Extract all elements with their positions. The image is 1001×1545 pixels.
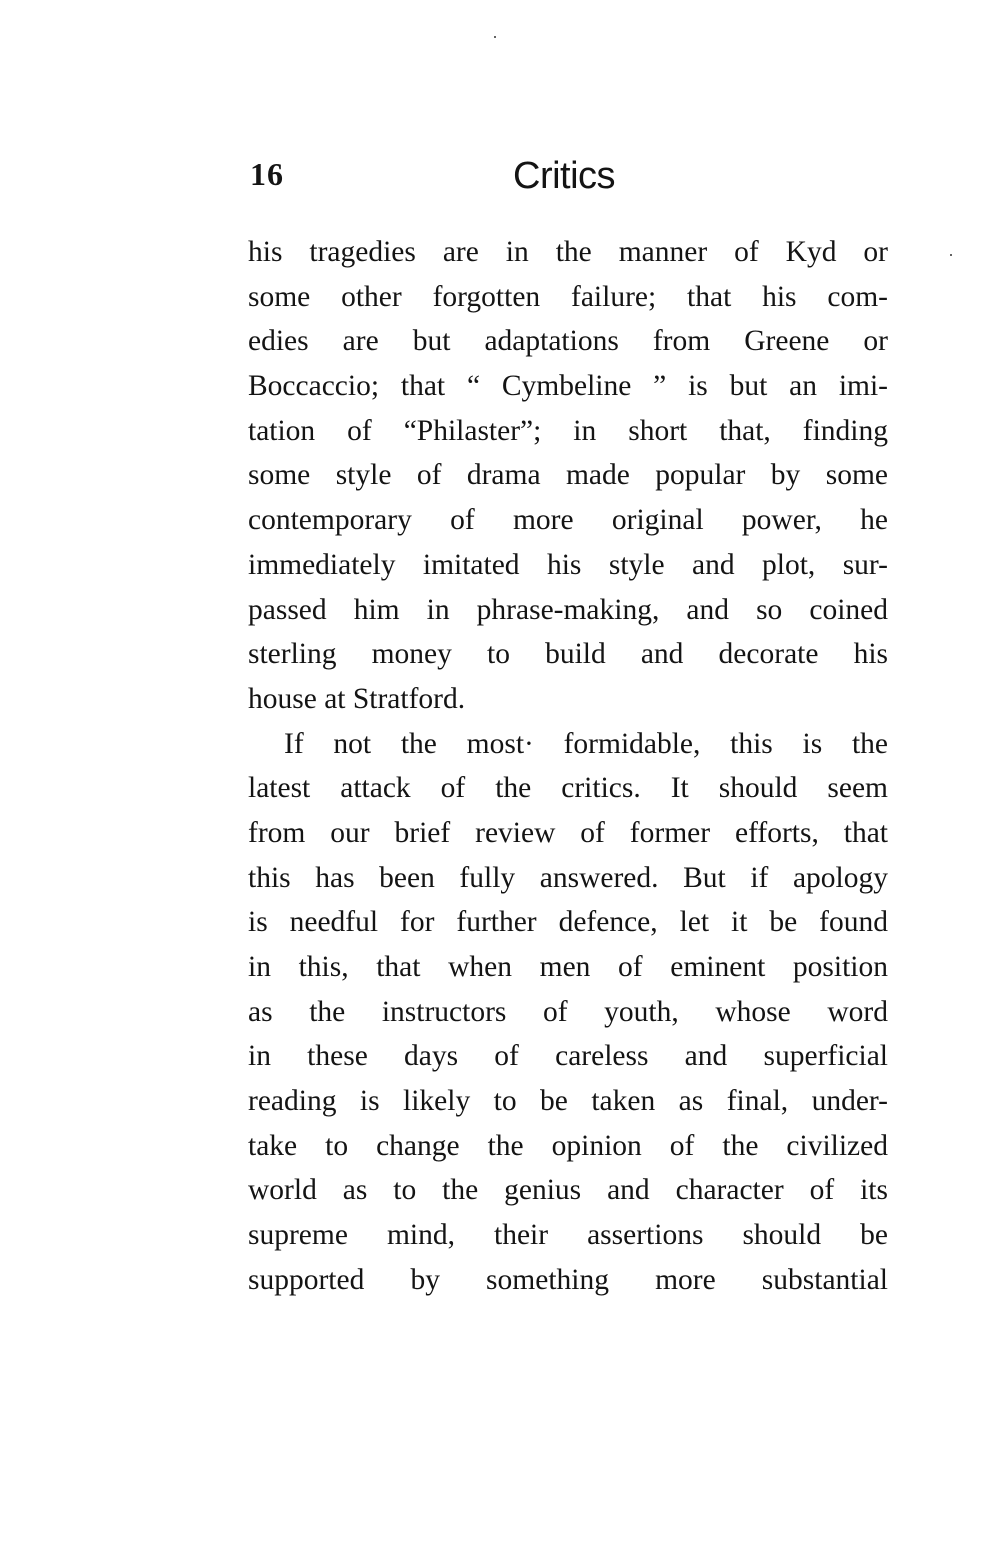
text-line: tation of “Philaster”; in short that, finding bbox=[248, 414, 888, 447]
text-line: in this, that when men of eminent position bbox=[248, 951, 888, 983]
text-line: latest attack of the critics. It should seem bbox=[248, 772, 888, 805]
text-line: reading is likely to be taken as final, under- bbox=[248, 1085, 888, 1118]
text-line: as the instructors of youth, whose word bbox=[248, 995, 888, 1028]
text-line: edies are but adaptations from Greene or bbox=[248, 325, 888, 358]
text-line: is needful for further defence, let it be found bbox=[248, 906, 888, 939]
text-line: from our brief review of former efforts, that bbox=[248, 816, 888, 849]
text-line: some other forgotten failure; that his com- bbox=[248, 280, 888, 313]
text-line: passed him in phrase-making, and so coined bbox=[248, 593, 888, 626]
page-number: 16 bbox=[250, 156, 284, 192]
running-title: Critics bbox=[513, 155, 616, 197]
paragraph-2 bbox=[248, 722, 888, 1303]
text-line: in these days of careless and superficial bbox=[248, 1040, 888, 1073]
body-text bbox=[248, 230, 888, 1303]
text-line: some style of drama made popular by some bbox=[248, 459, 888, 492]
text-line: If not the most· formidable, this is the bbox=[284, 727, 888, 760]
text-line: Boccaccio; that “ Cymbeline ” is but an imi- bbox=[248, 370, 888, 403]
text-line: house at Stratford. bbox=[248, 682, 466, 715]
text-line: this has been fully answered. But if apology bbox=[248, 861, 888, 894]
text-line: take to change the opinion of the civilized bbox=[248, 1129, 888, 1162]
print-speck bbox=[950, 254, 952, 256]
print-speck bbox=[494, 36, 496, 38]
paragraph-1 bbox=[248, 230, 888, 722]
text-line: his tragedies are in the manner of Kyd or bbox=[248, 236, 888, 268]
text-line: supported by something more substantial bbox=[248, 1263, 888, 1296]
text-line: supreme mind, their assertions should be bbox=[248, 1219, 888, 1252]
text-line: immediately imitated his style and plot, sur- bbox=[248, 548, 888, 581]
text-line: contemporary of more original power, he bbox=[248, 504, 888, 537]
text-line: world as to the genius and character of its bbox=[248, 1174, 888, 1207]
text-line: sterling money to build and decorate his bbox=[248, 638, 888, 671]
